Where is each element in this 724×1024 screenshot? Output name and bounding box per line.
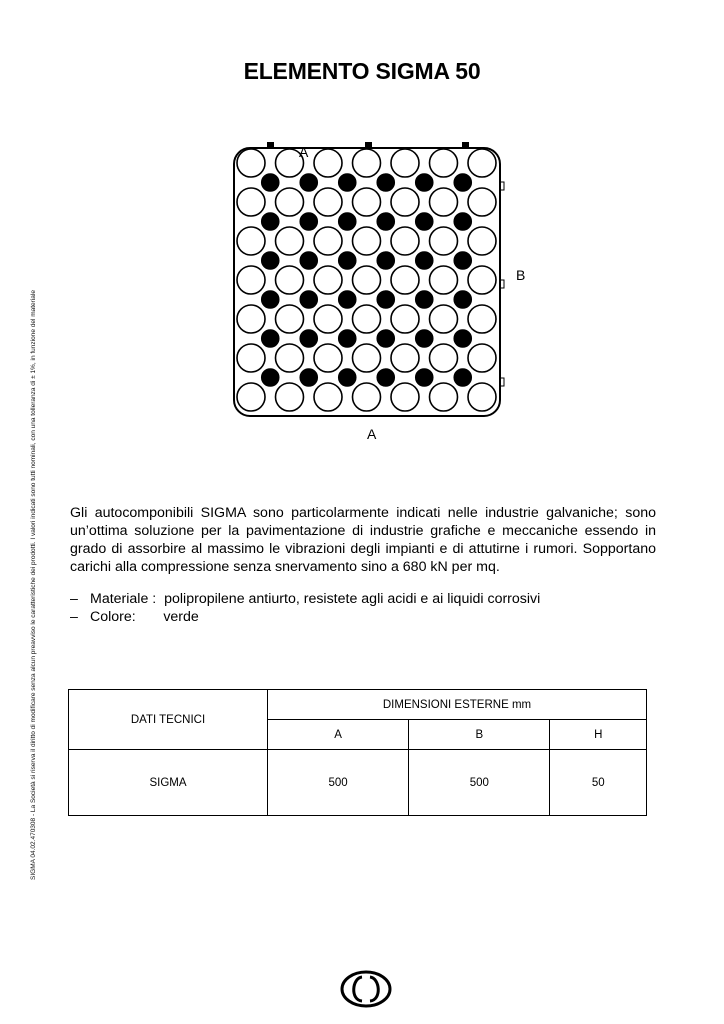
- open-hole: [353, 149, 381, 177]
- open-hole: [353, 383, 381, 411]
- bullet-dash: –: [70, 609, 78, 625]
- spec-value: polipropilene antiurto, resistete agli acidi e ai liquidi corrosivi: [164, 591, 541, 607]
- row-name: SIGMA: [69, 750, 268, 816]
- filled-hole: [262, 213, 279, 230]
- column-header-a: A: [268, 720, 409, 750]
- open-hole: [468, 383, 496, 411]
- cell-dimension-b: 500: [409, 750, 550, 816]
- filled-hole: [416, 369, 433, 386]
- open-hole: [391, 188, 419, 216]
- open-hole: [391, 344, 419, 372]
- column-header-b: B: [409, 720, 550, 750]
- top-connector: [267, 142, 274, 147]
- filled-hole: [300, 252, 317, 269]
- filled-hole: [300, 330, 317, 347]
- filled-hole: [262, 330, 279, 347]
- sigma-grid-figure: [222, 136, 522, 446]
- product-description: Gli autocomponibili SIGMA sono particolarmente indicati nelle industrie galvaniche; sono un’ottima soluzione per la pavimentazione di industrie grafiche e meccaniche essendo in grado di assorbire al massimo le vibrazioni degli impianti e di attutirne i rumori. Sopportano carichi alla compressione senza snervamento sino a 680 kN per mq.: [70, 505, 656, 575]
- filled-hole: [377, 252, 394, 269]
- filled-hole: [416, 213, 433, 230]
- open-hole: [276, 227, 304, 255]
- filled-hole: [339, 330, 356, 347]
- cell-dimension-a: 500: [268, 750, 409, 816]
- open-hole: [314, 383, 342, 411]
- spec-value: verde: [163, 609, 199, 625]
- open-hole: [468, 266, 496, 294]
- spec-item-color: [70, 608, 660, 626]
- filled-hole: [416, 291, 433, 308]
- filled-hole: [262, 369, 279, 386]
- open-hole: [276, 305, 304, 333]
- filled-hole: [339, 291, 356, 308]
- filled-hole: [377, 291, 394, 308]
- open-hole: [314, 227, 342, 255]
- open-hole: [237, 344, 265, 372]
- open-hole: [430, 344, 458, 372]
- top-connector: [462, 142, 469, 147]
- filled-hole: [300, 213, 317, 230]
- filled-hole: [339, 369, 356, 386]
- open-hole: [276, 344, 304, 372]
- dimension-label-bottom-a: A: [367, 426, 377, 442]
- dimension-label-top-a: A: [299, 144, 309, 160]
- filled-hole: [339, 213, 356, 230]
- company-logo-icon: [338, 965, 394, 1009]
- filled-hole: [416, 330, 433, 347]
- filled-hole: [377, 369, 394, 386]
- table-group-header: DIMENSIONI ESTERNE mm: [268, 690, 647, 720]
- open-hole: [237, 305, 265, 333]
- open-hole: [391, 383, 419, 411]
- sigma-element-drawing: [222, 136, 526, 446]
- filled-hole: [262, 291, 279, 308]
- open-hole: [391, 305, 419, 333]
- filled-hole: [416, 174, 433, 191]
- open-hole: [314, 188, 342, 216]
- filled-hole: [339, 252, 356, 269]
- filled-hole: [416, 252, 433, 269]
- bullet-dash: –: [70, 591, 78, 607]
- filled-hole: [377, 174, 394, 191]
- open-hole: [430, 266, 458, 294]
- open-hole: [237, 383, 265, 411]
- legal-side-note: SIGMA 04.02.470308 - La Società si riserva il diritto di modificare senza alcun preavviso le caratteristiche dei prodotti. I valori indicati sono tutti nominali, con una tolleranza di ± 1%, in funzione del materiale: [30, 290, 37, 880]
- table-row: [69, 750, 647, 816]
- open-hole: [353, 344, 381, 372]
- open-hole: [276, 383, 304, 411]
- filled-hole: [454, 252, 471, 269]
- open-hole: [353, 227, 381, 255]
- filled-hole: [454, 174, 471, 191]
- filled-hole: [454, 213, 471, 230]
- open-hole: [430, 149, 458, 177]
- open-hole: [353, 266, 381, 294]
- open-hole: [237, 149, 265, 177]
- page-title: ELEMENTO SIGMA 50: [243, 58, 481, 84]
- open-hole: [430, 227, 458, 255]
- filled-hole: [262, 174, 279, 191]
- open-hole: [391, 227, 419, 255]
- open-hole: [430, 305, 458, 333]
- filled-hole: [377, 330, 394, 347]
- open-hole: [468, 149, 496, 177]
- open-hole: [237, 227, 265, 255]
- dimension-label-b: B: [516, 267, 526, 283]
- open-hole: [237, 266, 265, 294]
- open-hole: [276, 266, 304, 294]
- open-hole: [391, 149, 419, 177]
- filled-hole: [300, 174, 317, 191]
- spec-list: [70, 590, 660, 626]
- open-hole: [353, 188, 381, 216]
- open-hole: [314, 266, 342, 294]
- filled-hole: [300, 291, 317, 308]
- table-row-header: DATI TECNICI: [69, 690, 268, 750]
- open-hole: [353, 305, 381, 333]
- filled-hole: [262, 252, 279, 269]
- grid-cells: [237, 149, 496, 411]
- open-hole: [314, 305, 342, 333]
- filled-hole: [454, 330, 471, 347]
- open-hole: [468, 188, 496, 216]
- spec-item-material: [70, 590, 660, 608]
- filled-hole: [454, 291, 471, 308]
- open-hole: [276, 188, 304, 216]
- spec-key: Colore:: [90, 609, 164, 625]
- filled-hole: [377, 213, 394, 230]
- filled-hole: [454, 369, 471, 386]
- open-hole: [391, 266, 419, 294]
- column-header-h: H: [550, 720, 647, 750]
- open-hole: [314, 344, 342, 372]
- open-hole: [468, 344, 496, 372]
- technical-data-table: [68, 689, 647, 816]
- open-hole: [468, 227, 496, 255]
- filled-hole: [300, 369, 317, 386]
- open-hole: [430, 383, 458, 411]
- open-hole: [314, 149, 342, 177]
- open-hole: [468, 305, 496, 333]
- spec-key: Materiale :: [90, 591, 165, 607]
- open-hole: [430, 188, 458, 216]
- top-connector: [365, 142, 372, 147]
- filled-hole: [339, 174, 356, 191]
- cell-dimension-h: 50: [550, 750, 647, 816]
- open-hole: [237, 188, 265, 216]
